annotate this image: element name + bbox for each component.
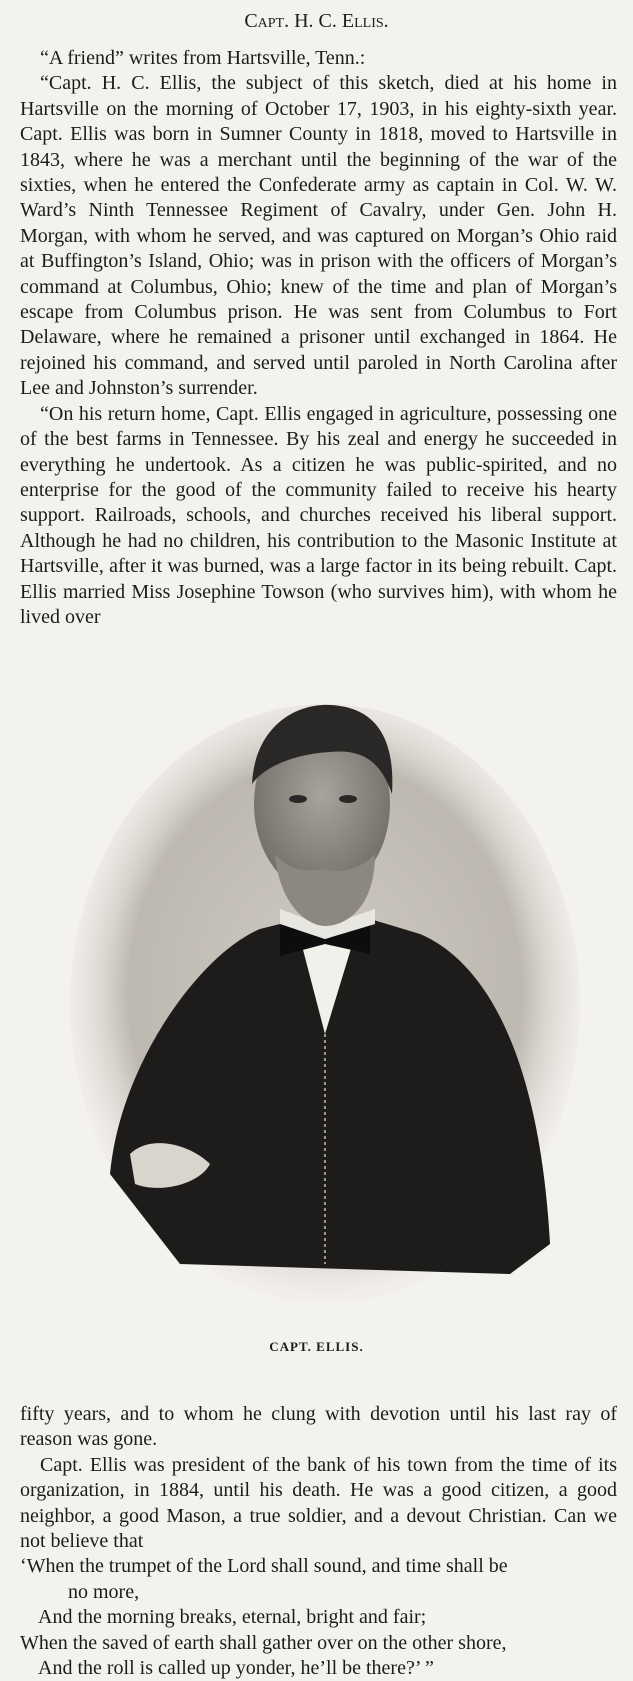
closing-paragraph: Capt. Ellis was president of the bank of his town from the time of its organization, in 1884, until his death. He was a good citizen, a good neighbor, a good Mason, a true soldier, and a devout Christian. Can we not believe that — [20, 1453, 617, 1553]
portrait-photo — [40, 704, 595, 1314]
portrait-illustration — [40, 704, 595, 1314]
title-name: Ellis. — [341, 10, 389, 32]
article-body-top — [20, 46, 617, 630]
continuation-paragraph: fifty years, and to whom he clung with devotion until his last ray of reason was gone. — [20, 1403, 617, 1451]
intro-line: “A friend” writes from Hartsville, Tenn.: — [40, 47, 366, 69]
verse-line-2: And the morning breaks, eternal, bright and fair; — [38, 1606, 427, 1629]
paragraph-biography: “Capt. H. C. Ellis, the subject of this sketch, died at his home in Hartsville on the morning of October 17, 1903, in his eighty-sixth year. Capt. Ellis was born in Sumner County in 1818, moved to Hartsville in 1843, where he was a merchant until the beginning of the war of the sixties, when he entered the Confederate army as captain in Col. W. W. Ward’s Ninth Tennessee Regiment of Cavalry, under Gen. John H. Morgan, with whom he served, and was captured on Morgan’s Ohio raid at Buffington’s Island, Ohio; was in prison with the officers of Morgan’s command at Columbus, Ohio; knew of the time and plan of Morgan’s escape from Columbus prison. He was sent from Columbus to Fort Delaware, where he remained a prisoner until exchanged in 1864. He rejoined his command, and served until paroled in North Carolina after Lee and Johnston’s surrender. — [20, 72, 617, 400]
photo-caption: CAPT. ELLIS. — [269, 1339, 364, 1354]
verse-line-1-continued: no more, — [68, 1580, 140, 1603]
title-prefix: Capt. H. C. — [244, 10, 342, 32]
article-title — [0, 9, 633, 33]
verse-line-1: ‘When the trumpet of the Lord shall sound, and time shall be — [20, 1555, 508, 1578]
verse-block — [20, 1554, 617, 1681]
verse-line-3: When the saved of earth shall gather over on the other shore, — [20, 1631, 507, 1654]
verse-line-4: And the roll is called up yonder, he’ll be there?’ ” — [38, 1657, 434, 1680]
paragraph-return-home: “On his return home, Capt. Ellis engaged in agriculture, possessing one of the best farms in Tennessee. By his zeal and energy he succeeded in everything he undertook. As a citizen he was public-spirited, and no enterprise for the good of the community failed to receive his hearty support. Railroads, schools, and churches received his liberal support. Although he had no children, his contribution to the Masonic Institute at Hartsville, after it was burned, was a large factor in its being rebuilt. Capt. Ellis married Miss Josephine Towson (who survives him), with whom he lived over — [20, 402, 617, 628]
article-body-bottom — [20, 1402, 617, 1681]
